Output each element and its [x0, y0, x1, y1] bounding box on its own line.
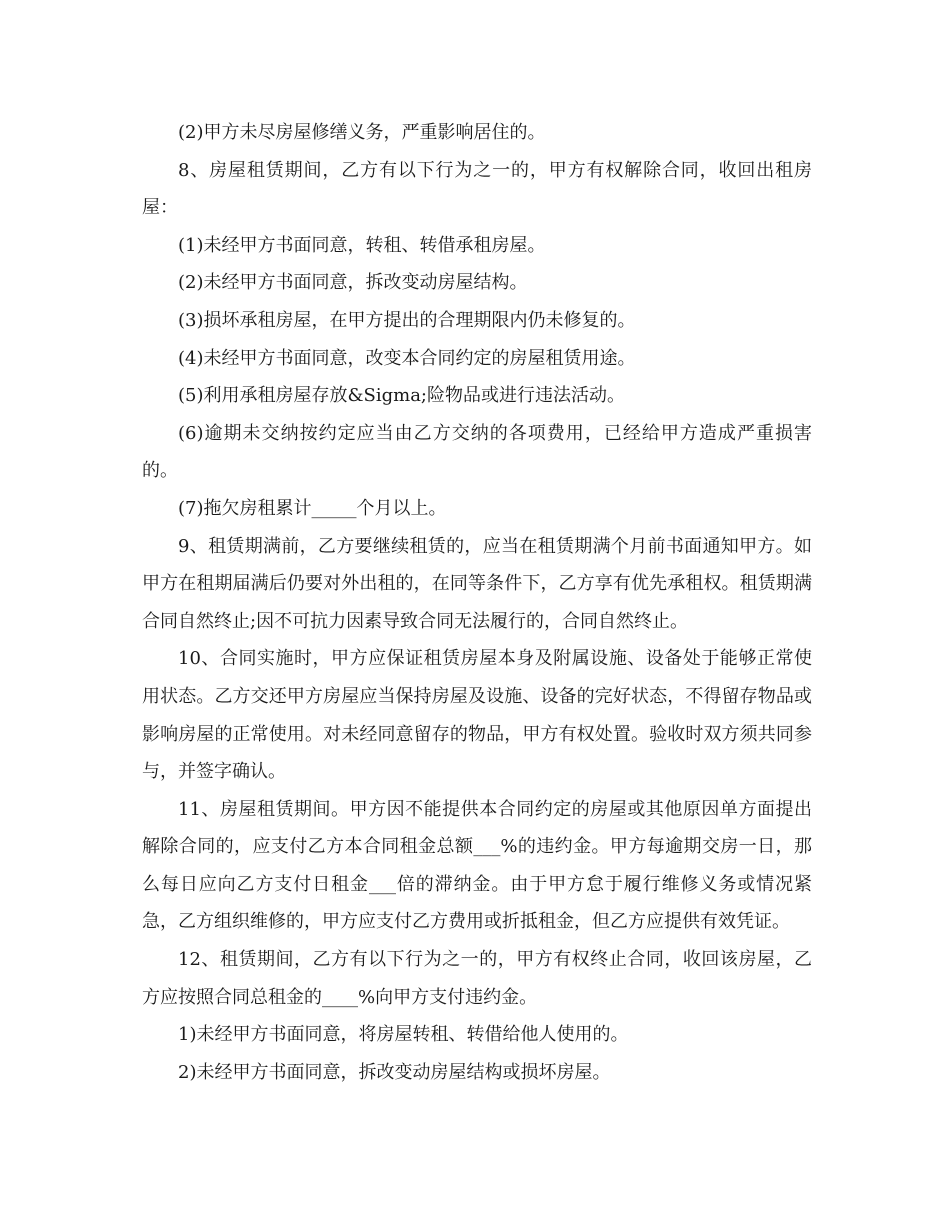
paragraph-12: 11、房屋租赁期间。甲方因不能提供本合同约定的房屋或其他原因单方面提出解除合同的，应支付乙方本合同租金总额___%的违约金。甲方每逾期交房一日，那么每日应向乙方支付日租金___倍的滞纳金。由于甲方怠于履行维修义务或情况紧急，乙方组织维修的，甲方应支付乙方费用或折抵租金，但乙方应提供有效凭证。: [142, 798, 812, 933]
paragraph-7: (5)利用承租房屋存放&Sigma;险物品或进行违法活动。: [178, 385, 625, 407]
paragraph-11: 10、合同实施时，甲方应保证租赁房屋本身及附属设施、设备处于能够正常使用状态。乙方交还甲方房屋应当保持房屋及设施、设备的完好状态，不得留存物品或影响房屋的正常使用。对未经同意留存的物品，甲方有权处置。验收时双方须共同参与，并签字确认。: [142, 648, 812, 783]
paragraph-10: 9、租赁期满前，乙方要继续租赁的，应当在租赁期满个月前书面通知甲方。如甲方在租期届满后仍要对外出租的，在同等条件下，乙方享有优先承租权。租赁期满合同自然终止;因不可抗力因素导致合同无法履行的，合同自然终止。: [142, 535, 812, 632]
paragraph-8: (6)逾期未交纳按约定应当由乙方交纳的各项费用，已经给甲方造成严重损害的。: [142, 422, 812, 482]
paragraph-5: (3)损坏承租房屋，在甲方提出的合理期限内仍未修复的。: [178, 309, 636, 331]
paragraph-2: 8、房屋租赁期间，乙方有以下行为之一的，甲方有权解除合同，收回出租房屋：: [142, 159, 812, 219]
paragraph-3: (1)未经甲方书面同意，转租、转借承租房屋。: [178, 234, 546, 256]
paragraph-15: 2)未经甲方书面同意，拆改变动房屋结构或损坏房屋。: [178, 1061, 611, 1083]
paragraph-6: (4)未经甲方书面同意，改变本合同约定的房屋租赁用途。: [178, 347, 636, 369]
paragraph-9: (7)拖欠房租累计_____个月以上。: [178, 497, 447, 519]
paragraph-4: (2)未经甲方书面同意，拆改变动房屋结构。: [178, 272, 528, 294]
paragraph-14: 1)未经甲方书面同意，将房屋转租、转借给他人使用的。: [178, 1024, 629, 1046]
paragraph-1: (2)甲方未尽房屋修缮义务，严重影响居住的。: [178, 122, 546, 143]
paragraph-13: 12、租赁期间，乙方有以下行为之一的，甲方有权终止合同，收回该房屋，乙方应按照合同总租金的____%向甲方支付违约金。: [142, 949, 812, 1008]
